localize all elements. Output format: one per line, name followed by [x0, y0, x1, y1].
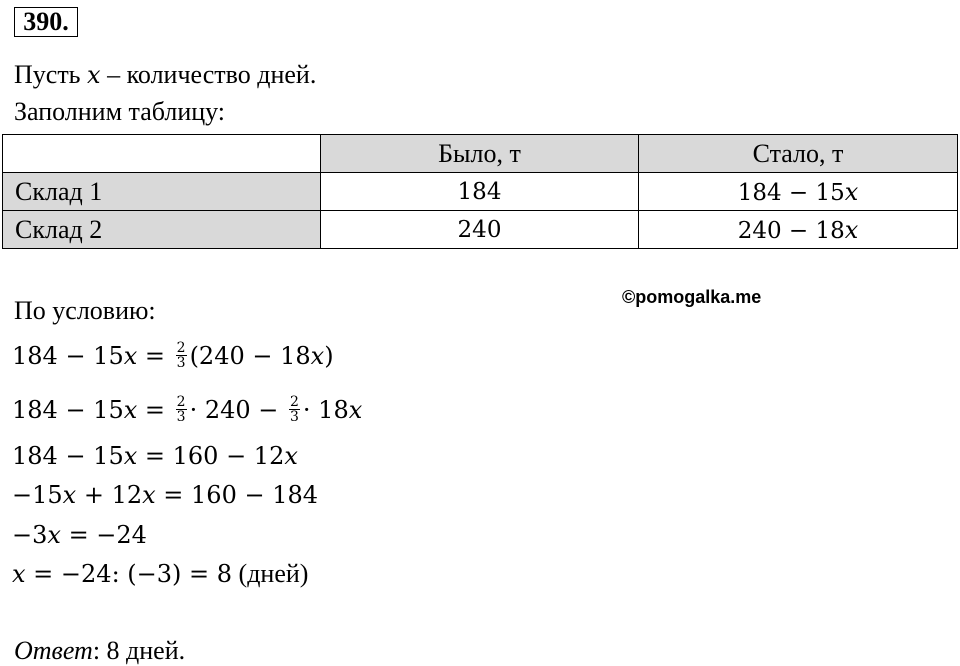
header-was: Было, т [321, 135, 639, 173]
equation-5 [12, 520, 147, 550]
eq1-part-a: 184 − 15 [12, 342, 124, 370]
eq6-part-b: (дней) [232, 559, 309, 588]
fraction-numerator: 2 [176, 340, 186, 356]
eq2-var-2: x [348, 396, 363, 424]
answer-text: : 8 дней. [92, 636, 186, 665]
eq4-var: x [62, 481, 77, 509]
eq5-var: x [47, 521, 61, 549]
eq4-var-2: x [142, 481, 156, 509]
became-var: x [844, 177, 859, 206]
table-row [3, 173, 958, 211]
answer-line [14, 636, 185, 666]
fraction-numerator: 2 [290, 394, 299, 410]
eq1-part-c: (240 − 18 [189, 342, 311, 370]
row-label-warehouse-1: Склад 1 [3, 173, 321, 211]
eq3-part-a: 184 − 15 [12, 442, 124, 470]
eq2-fraction-2 [289, 395, 300, 424]
eq1-fraction [176, 341, 187, 370]
eq1-part-d: ) [324, 342, 334, 370]
fraction-numerator: 2 [176, 394, 186, 410]
cell-became-warehouse-1 [639, 173, 958, 211]
cell-was-warehouse-1: 184 [321, 173, 639, 211]
eq5-part-a: −3 [12, 521, 48, 549]
eq5-part-b: = −24 [60, 521, 147, 549]
fraction-denominator: 3 [176, 409, 186, 425]
equation-2 [12, 395, 362, 426]
became-var: x [844, 215, 859, 244]
intro-text-after: – количество дней. [100, 60, 317, 89]
equation-1 [12, 341, 334, 372]
intro-text-before: Пусть [14, 60, 88, 89]
equation-3 [12, 441, 298, 471]
became-expr: 184 − 15 [737, 179, 845, 206]
eq3-var-2: x [284, 442, 298, 470]
table-corner-cell [3, 135, 321, 173]
eq2-part-b: = [137, 396, 173, 424]
eq1-var-2: x [310, 342, 325, 370]
became-expr: 240 − 18 [737, 217, 845, 244]
eq2-part-d: · 18 [302, 396, 349, 424]
header-became: Стало, т [639, 135, 958, 173]
answer-label: Ответ [14, 636, 93, 665]
table-row [3, 211, 958, 249]
intro-line-2: Заполним таблицу: [14, 97, 226, 126]
equation-6 [12, 559, 308, 589]
eq2-var: x [123, 396, 138, 424]
problem-number: 390. [14, 7, 78, 37]
condition-label: По условию: [14, 296, 156, 325]
watermark: ©pomogalka.me [622, 287, 762, 307]
fraction-denominator: 3 [290, 409, 299, 425]
eq4-part-c: = 160 − 184 [155, 481, 319, 509]
eq2-part-c: · 240 − [189, 396, 286, 424]
fraction-denominator: 3 [176, 355, 186, 371]
eq2-part-a: 184 − 15 [12, 396, 124, 424]
cell-became-warehouse-2 [639, 211, 958, 249]
eq4-part-a: −15 [12, 481, 63, 509]
eq6-var: x [12, 560, 26, 588]
eq6-part-a: = −24: (−3) = 8 [25, 560, 233, 588]
eq3-part-b: = 160 − 12 [137, 442, 285, 470]
intro-variable: x [87, 61, 101, 89]
equation-4 [12, 480, 318, 510]
eq1-part-b: = [137, 342, 173, 370]
data-table [2, 134, 958, 249]
eq1-var: x [123, 342, 138, 370]
intro-line-1 [14, 60, 316, 90]
row-label-warehouse-2: Склад 2 [3, 211, 321, 249]
eq3-var: x [123, 442, 138, 470]
eq2-fraction-1 [176, 395, 187, 424]
eq4-part-b: + 12 [76, 481, 143, 509]
table-header-row [3, 135, 958, 173]
cell-was-warehouse-2: 240 [321, 211, 639, 249]
